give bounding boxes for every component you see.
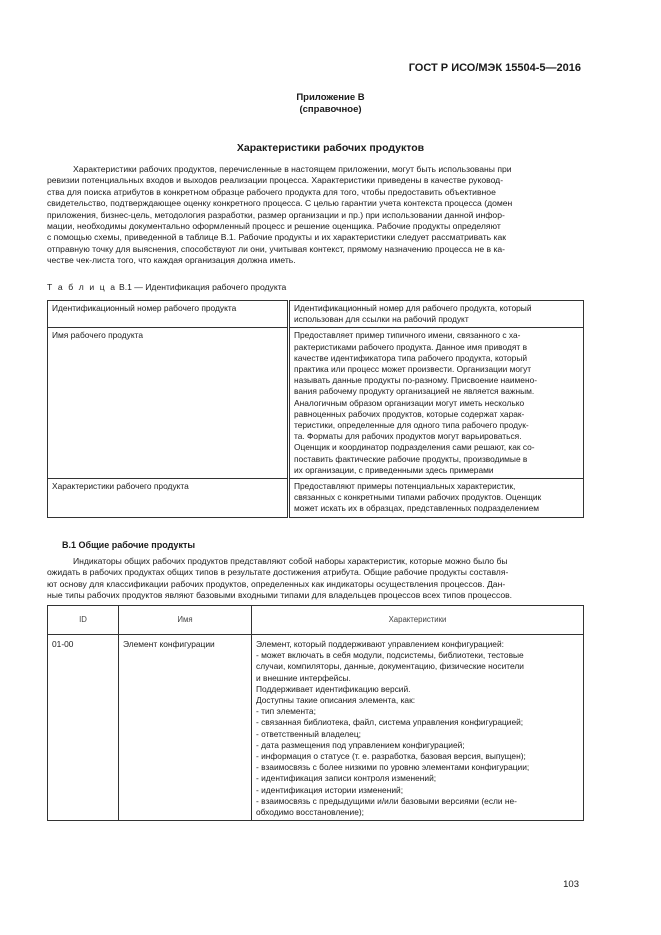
table-row [48,301,584,328]
table-cell-description [289,328,584,479]
table-cell-label: Имя рабочего продукта [48,328,289,479]
section-b1-title: В.1 Общие рабочие продукты [62,540,196,550]
intro-line: свидетельство, подтверждающее оценку конкретного процесса. С целью гарантии учета контекста процесса (домен [47,198,513,209]
cell-line: обходимо восстановление); [256,807,364,818]
intro-line: ревизии потенциальных входов и выходов реализации процесса. Характеристики приведены в качестве руковод- [47,175,504,186]
intro-line: с помощью схемы, приведенной в таблице В.1. Рабочие продукты и их характеристики следует рассматривать как [47,232,507,243]
table-header-row [48,606,584,635]
cell-line: Идентификационный номер для рабочего продукта, который [294,303,532,313]
table-cell-label: Характеристики рабочего продукта [48,479,289,518]
cell-line: - взаимосвязь с более низкими по уровню элементами конфигурации; [256,762,530,773]
intro-line: мации, необходимы документально оформленный процесс и решение оценщика. Рабочие продукты определяют [47,221,501,232]
cell-line: может искать их в образцах, представленных подразделением [294,503,539,514]
column-header-characteristics: Характеристики [252,606,584,635]
column-header-id: ID [48,606,119,635]
cell-line: Доступны такие описания элемента, как: [256,695,416,706]
cell-line: теристики, определенные для одного типа рабочего продук- [294,420,529,431]
column-header-name: Имя [119,606,252,635]
cell-line: вания рабочему продукту организацией не является важным. [294,386,535,397]
b1-line: ные типы рабочих продуктов являют базовыми входными типами для владельцев процессов всех типов процессов. [47,590,513,601]
table1-caption-text: В.1 — Идентификация рабочего продукта [116,282,287,292]
table-cell-id: 01-00 [48,635,119,821]
table-cell-characteristics [252,635,584,821]
cell-line: - информация о статусе (т. е. разработка, базовая версия, выпущен); [256,751,526,762]
table-cell-label: Идентификационный номер рабочего продукта [48,301,289,328]
cell-line: - взаимосвязь с предыдущими и/или базовыми версиями (если не- [256,795,517,806]
cell-line: случаи, компиляторы, данные, документацию, физические носители [256,661,524,672]
intro-line: ства для поиска атрибутов в конкретном образце рабочего продукта для того, чтобы предоставить объективное [47,186,496,197]
cell-line: Предоставляют примеры потенциальных характеристик, [294,481,516,492]
b1-line: ют основу для классификации рабочих продуктов, определенных как индикаторы осуществления процессов. Дан- [47,578,506,589]
cell-line: качестве идентификатора типа рабочего продукта, который [294,352,528,363]
cell-line: Поддерживает идентификацию версий. [256,683,411,694]
cell-line: рактеристиками рабочего продукта. Данное имя приводят в [294,341,528,352]
cell-line: - ответственный владелец; [256,728,361,739]
section-b1-paragraph [47,556,584,602]
cell-line: использован для ссылки на рабочий продукт [294,314,469,325]
b1-line: Индикаторы общих рабочих продуктов представляют собой наборы характеристик, которые можно было бы [73,556,508,566]
table-cell-name: Элемент конфигурации [119,635,252,821]
table-row [48,635,584,821]
cell-line: называть данные продукты по-разному. Присвоение наимено- [294,375,538,386]
cell-line: равноценных рабочих продуктов, которые содержат харак- [294,408,525,419]
cell-line: поставить фактические рабочие продукты, производимые в [294,453,528,464]
cell-line: Аналогичным образом организации могут иметь несколько [294,397,525,408]
annex-subtitle: (справочное) [299,104,362,115]
cell-line: практика или процесс может произвести. Организации могут [294,364,532,375]
table-row [48,479,584,518]
annex-title: Приложение В [296,92,365,103]
section-title: Характеристики рабочих продуктов [236,142,425,154]
intro-line: отправную точку для выяснения, способствуют ли они, учитывая контекст, прямому назначению процесса не в ка- [47,243,506,254]
intro-line: честве чек-листа того, что каждая организация должна иметь. [47,255,296,266]
table1-caption [47,282,286,292]
intro-paragraph [47,164,584,267]
cell-line: их организации, с приведенными здесь примерами [294,464,494,475]
cell-line: - тип элемента; [256,706,316,717]
cell-line: - идентификация истории изменений; [256,784,404,795]
cell-line: Предоставляет пример типичного имени, связанного с ха- [294,330,521,341]
cell-line: та. Форматы для рабочих продуктов могут варьироваться. [294,431,522,442]
cell-line: - может включать в себя модули, подсистемы, библиотеки, тестовые [256,650,524,661]
b1-line: ожидать в рабочих продуктах общих типов в результате достижения атрибута. Общие рабочие продукты составля- [47,567,509,578]
cell-line: и внешние интерфейсы. [256,672,351,683]
cell-line: связанных с конкретными типами рабочих продуктов. Оценщик [294,492,542,503]
product-identification-table [47,300,584,518]
cell-line: - идентификация записи контроля изменений; [256,773,437,784]
page-number: 103 [563,879,579,890]
table-cell-description [289,301,584,328]
cell-line: Оценщик и координатор подразделения сами решают, как со- [294,442,535,453]
work-products-table [47,605,584,821]
cell-line: - дата размещения под управлением конфигурацией; [256,739,465,750]
standard-designation: ГОСТ Р ИСО/МЭК 15504-5—2016 [408,62,581,74]
cell-line: - связанная библиотека, файл, система управления конфигурацией; [256,717,524,728]
table-row [48,328,584,479]
intro-line: приложения, бизнес-цель, методология разработки, размер организации и пр.) при использовании данной инфор- [47,209,505,220]
table-cell-description [289,479,584,518]
cell-line: Элемент, который поддерживают управлением конфигурацией: [256,639,504,649]
intro-line: Характеристики рабочих продуктов, перечисленные в настоящем приложении, могут быть использованы при [73,164,512,174]
table1-caption-prefix: Т а б л и ц а [47,282,117,292]
